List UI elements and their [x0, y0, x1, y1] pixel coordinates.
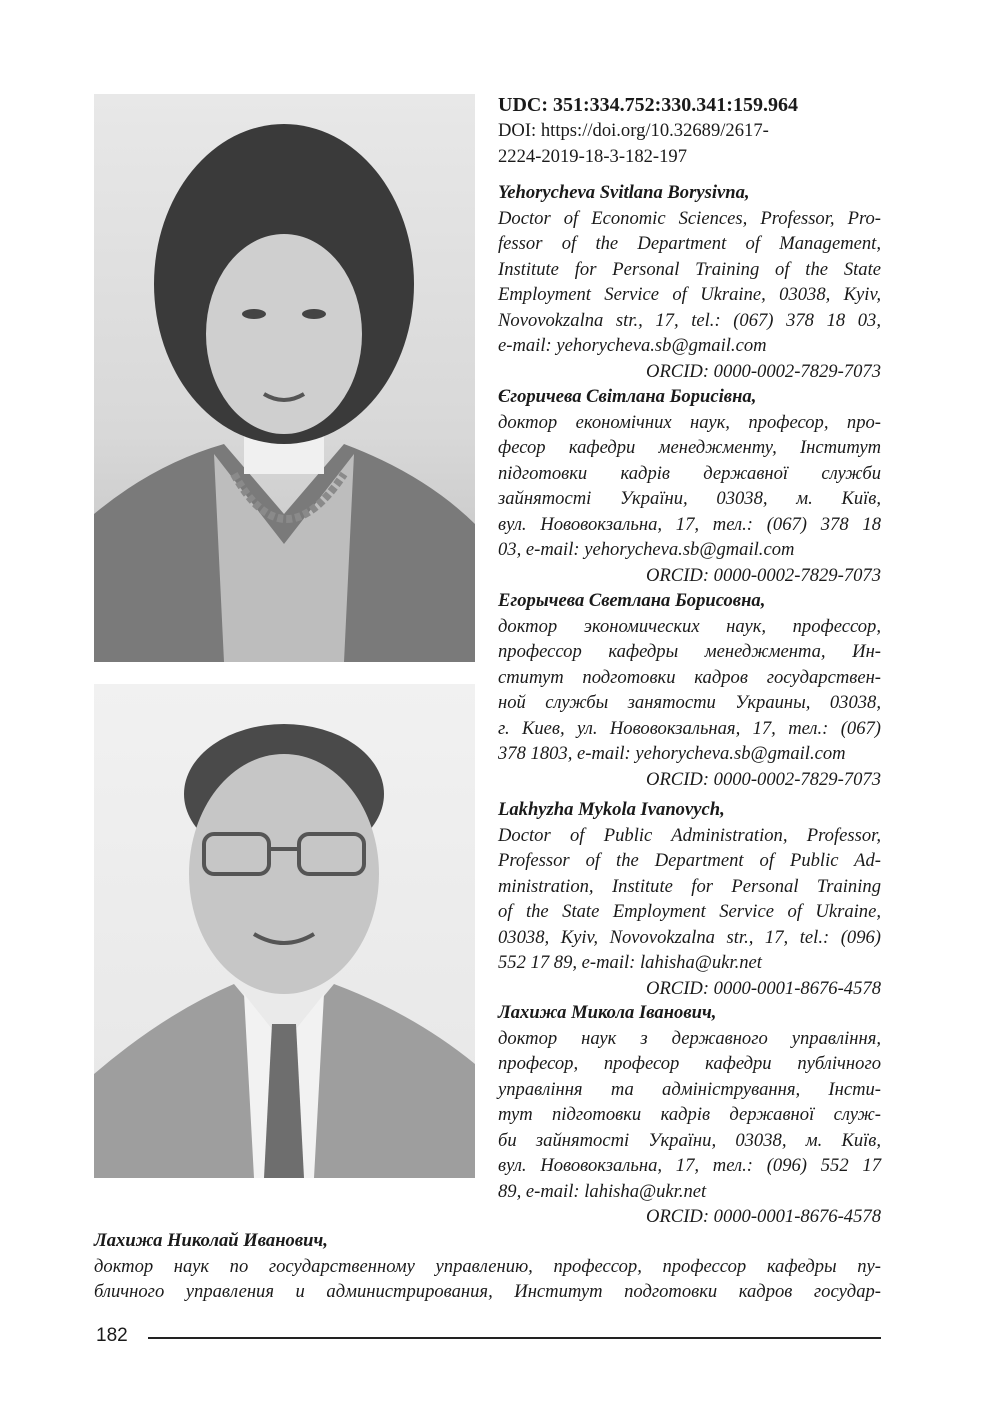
author1-ru-block — [498, 588, 881, 792]
author-info-line: професор, професор кафедри публічного — [498, 1053, 881, 1074]
author-name: Єгоричева Світлана Борисівна, — [498, 386, 757, 407]
author-info-line: бличного управления и администрирования, Институт подготовки кадров государ- — [94, 1281, 881, 1302]
author-info-line: Institute for Personal Training of the State — [498, 258, 881, 280]
footer-rule — [148, 1337, 881, 1339]
author-info-line: вул. Нововокзальна, 17, тел.: (096) 552 17 — [498, 1155, 881, 1176]
author-info-line: доктор экономических наук, профессор, — [498, 615, 881, 637]
author-photo-lakhyzha — [94, 684, 475, 1178]
author2-en-block — [498, 797, 881, 1001]
author-info-line: доктор економічних наук, професор, про- — [498, 411, 881, 433]
author-email-line: 552 17 89, e-mail: lahisha@ukr.net — [498, 952, 762, 973]
author-email-line: e-mail: yehorycheva.sb@gmail.com — [498, 335, 767, 356]
orcid: ORCID: 0000-0002-7829-7073 — [646, 360, 881, 382]
orcid: ORCID: 0000-0001-8676-4578 — [646, 977, 881, 999]
author-info-line: вул. Нововокзальна, 17, тел.: (067) 378 18 — [498, 513, 881, 535]
author-info-line: тут підготовки кадрів державної служ- — [498, 1104, 881, 1125]
page-number: 182 — [96, 1325, 128, 1346]
author-email-line: 03, e-mail: yehorycheva.sb@gmail.com — [498, 539, 795, 560]
orcid: ORCID: 0000-0001-8676-4578 — [646, 1206, 881, 1227]
author-info-line: би зайнятості України, 03038, м. Київ, — [498, 1129, 881, 1151]
author1-en-block — [498, 180, 881, 384]
author-info-line: підготовки кадрів державної служби — [498, 462, 881, 484]
author-name: Лахижа Николай Иванович, — [94, 1230, 328, 1251]
doi-line-2: 2224-2019-18-3-182-197 — [498, 145, 688, 167]
doi-line-1: DOI: https://doi.org/10.32689/2617- — [498, 120, 769, 141]
author-info-line: управління та адміністрування, Інсти- — [498, 1078, 881, 1100]
author-info-line: 03038, Kyiv, Novovokzalna str., 17, tel.: (096) — [498, 926, 881, 948]
author2-ru-block — [94, 1228, 881, 1305]
author-info-line: Novovokzalna str., 17, tel.: (067) 378 18 03, — [498, 309, 881, 331]
author-info-line: Doctor of Public Administration, Professor, — [498, 824, 881, 846]
author-info-line: профессор кафедры менеджмента, Ин- — [498, 641, 881, 662]
author-email-line: 378 1803, e-mail: yehorycheva.sb@gmail.com — [498, 743, 846, 764]
author-photo-yehorycheva — [94, 94, 475, 662]
author-info-line: Professor of the Department of Public Ad- — [498, 850, 881, 871]
author-name: Егорычева Светлана Борисовна, — [498, 590, 766, 611]
orcid: ORCID: 0000-0002-7829-7073 — [646, 564, 881, 586]
author2-uk-block — [498, 1000, 881, 1230]
author-info-line: ministration, Institute for Personal Training — [498, 875, 881, 897]
author1-uk-block — [498, 384, 881, 588]
author-info-line: fessor of the Department of Management, — [498, 233, 881, 254]
author-info-line: Employment Service of Ukraine, 03038, Kyiv, — [498, 284, 881, 305]
author-info-line: зайнятості України, 03038, м. Київ, — [498, 488, 881, 509]
article-header — [498, 92, 881, 169]
author-info-line: фесор кафедри менеджменту, Інститут — [498, 437, 881, 458]
author-info-line: доктор наук по государственному управлению, профессор, профессор кафедры пу- — [94, 1255, 881, 1277]
author-email-line: 89, e-mail: lahisha@ukr.net — [498, 1180, 707, 1202]
author-info-line: Doctor of Economic Sciences, Professor, Pro- — [498, 207, 881, 229]
udc-code: UDC: 351:334.752:330.341:159.964 — [498, 94, 798, 116]
author-info-line: ститут подготовки кадров государствен- — [498, 666, 881, 688]
author-name: Yehorycheva Svitlana Borysivna, — [498, 182, 750, 203]
author-name: Лахижа Микола Іванович, — [498, 1002, 717, 1023]
author-info-line: доктор наук з державного управління, — [498, 1027, 881, 1049]
author-name: Lakhyzha Mykola Ivanovych, — [498, 799, 725, 820]
author-info-line: of the State Employment Service of Ukraine, — [498, 901, 881, 922]
author-info-line: ной службы занятости Украины, 03038, — [498, 692, 881, 713]
orcid: ORCID: 0000-0002-7829-7073 — [646, 768, 881, 790]
author-info-line: г. Киев, ул. Нововокзальная, 17, тел.: (067) — [498, 717, 881, 739]
